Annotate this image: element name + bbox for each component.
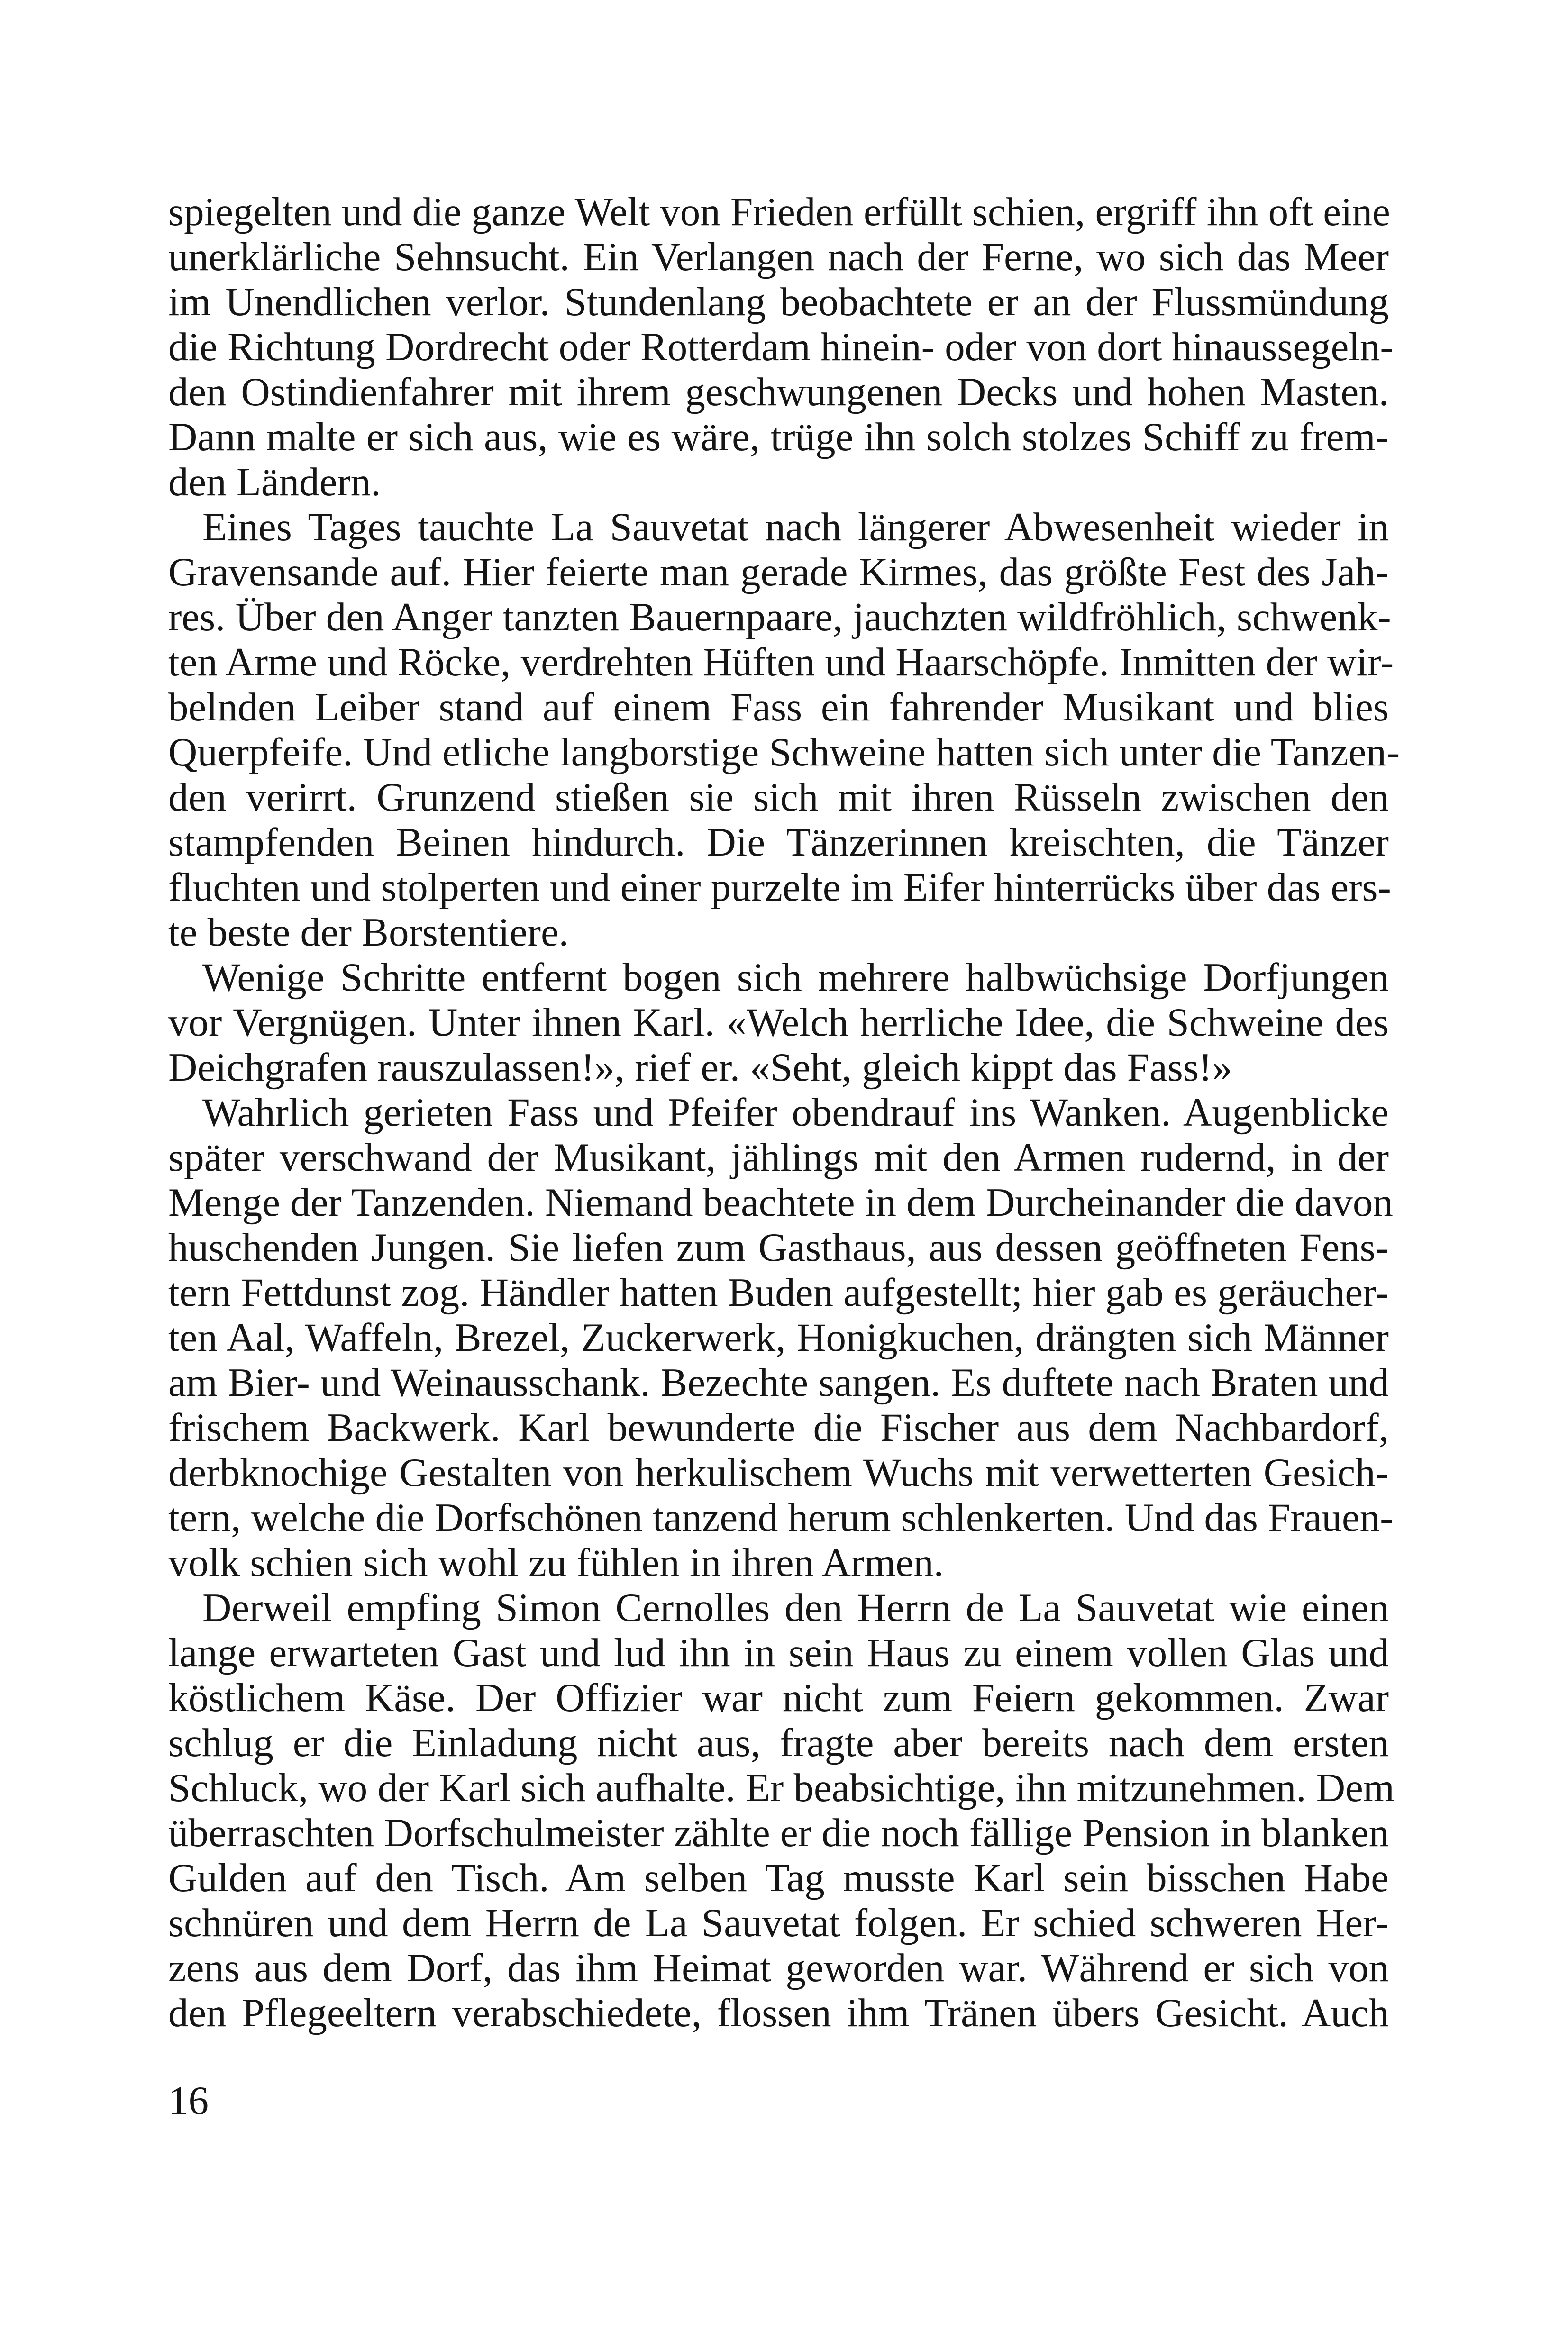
text-line: den Ostindienfahrer mit ihrem geschwungenen Decks und hohen Masten. [168, 370, 1389, 414]
paragraph-first-line: Derweil empfing Simon Cernolles den Herrn de La Sauvetat wie einen [202, 1585, 1389, 1630]
page-number: 16 [168, 2078, 209, 2123]
text-line: tern, welche die Dorfschönen tanzend herum schlenkerten. Und das Frauen- [168, 1495, 1394, 1540]
text-line: köstlichem Käse. Der Offizier war nicht zum Feiern gekommen. Zwar [168, 1676, 1389, 1720]
text-line: Deichgrafen rauszulassen!», rief er. «Seht, gleich kippt das Fass!» [168, 1045, 1232, 1090]
text-line: lange erwarteten Gast und lud ihn in sein Haus zu einem vollen Glas und [168, 1630, 1389, 1675]
text-line: te beste der Borstentiere. [168, 910, 569, 955]
text-line: Schluck, wo der Karl sich aufhalte. Er beabsichtige, ihn mitzunehmen. Dem [168, 1766, 1395, 1810]
paragraph-first-line: Wenige Schritte entfernt bogen sich mehrere halbwüchsige Dorfjungen [202, 955, 1389, 1000]
text-line: überraschten Dorfschulmeister zählte er die noch fällige Pension in blanken [168, 1811, 1389, 1855]
text-line: unerklärliche Sehnsucht. Ein Verlangen nach der Ferne, wo sich das Meer [168, 235, 1389, 279]
paragraph-first-line: Wahrlich gerieten Fass und Pfeifer obendrauf ins Wanken. Augenblicke [202, 1090, 1389, 1135]
text-line: zens aus dem Dorf, das ihm Heimat geworden war. Während er sich von [168, 1946, 1389, 1990]
text-line: am Bier- und Weinausschank. Bezechte sangen. Es duftete nach Braten und [168, 1360, 1389, 1405]
text-line: fluchten und stolperten und einer purzelte im Eifer hinterrücks über das ers- [168, 865, 1391, 910]
text-line: derbknochige Gestalten von herkulischem Wuchs mit verwetterten Gesich- [168, 1450, 1389, 1495]
text-line: den Pflegeeltern verabschiedete, flossen ihm Tränen übers Gesicht. Auch [168, 1991, 1389, 2035]
text-line: im Unendlichen verlor. Stundenlang beobachtete er an der Flussmündung [168, 280, 1389, 324]
text-line: den verirrt. Grunzend stießen sie sich mit ihren Rüsseln zwischen den [168, 775, 1389, 820]
text-line: frischem Backwerk. Karl bewunderte die Fischer aus dem Nachbardorf, [168, 1405, 1389, 1450]
text-line: später verschwand der Musikant, jählings mit den Armen rudernd, in der [168, 1135, 1389, 1180]
text-line: schlug er die Einladung nicht aus, fragte aber bereits nach dem ersten [168, 1721, 1389, 1765]
text-line: Dann malte er sich aus, wie es wäre, trüge ihn solch stolzes Schiff zu frem- [168, 415, 1389, 459]
text-line: stampfenden Beinen hindurch. Die Tänzerinnen kreischten, die Tänzer [168, 820, 1389, 865]
text-line: Gulden auf den Tisch. Am selben Tag musste Karl sein bisschen Habe [168, 1856, 1389, 1900]
text-line: ten Arme und Röcke, verdrehten Hüften und Haarschöpfe. Inmitten der wir- [168, 640, 1394, 684]
text-line: Querpfeife. Und etliche langborstige Schweine hatten sich unter die Tanzen- [168, 730, 1400, 774]
text-line: vor Vergnügen. Unter ihnen Karl. «Welch herrliche Idee, die Schweine des [168, 1000, 1389, 1045]
text-line: Menge der Tanzenden. Niemand beachtete in dem Durcheinander die davon [168, 1180, 1393, 1225]
text-line: die Richtung Dordrecht oder Rotterdam hinein- oder von dort hinaussegeln- [168, 325, 1394, 369]
text-line: belnden Leiber stand auf einem Fass ein fahrender Musikant und blies [168, 685, 1389, 729]
text-line: den Ländern. [168, 460, 381, 504]
paragraph-first-line: Eines Tages tauchte La Sauvetat nach längerer Abwesenheit wieder in [202, 505, 1389, 549]
text-line: tern Fettdunst zog. Händler hatten Buden aufgestellt; hier gab es geräucher- [168, 1270, 1389, 1315]
text-line: spiegelten und die ganze Welt von Frieden erfüllt schien, ergriff ihn oft eine [168, 190, 1390, 234]
text-line: volk schien sich wohl zu fühlen in ihren Armen. [168, 1540, 944, 1585]
text-line: Gravensande auf. Hier feierte man gerade Kirmes, das größte Fest des Jah- [168, 550, 1389, 594]
text-line: schnüren und dem Herrn de La Sauvetat folgen. Er schied schweren Her- [168, 1901, 1389, 1945]
text-line: huschenden Jungen. Sie liefen zum Gasthaus, aus dessen geöffneten Fens- [168, 1225, 1389, 1270]
text-line: ten Aal, Waffeln, Brezel, Zuckerwerk, Honigkuchen, drängten sich Männer [168, 1315, 1389, 1360]
text-line: res. Über den Anger tanzten Bauernpaare, jauchzten wildfröhlich, schwenk- [168, 595, 1391, 639]
